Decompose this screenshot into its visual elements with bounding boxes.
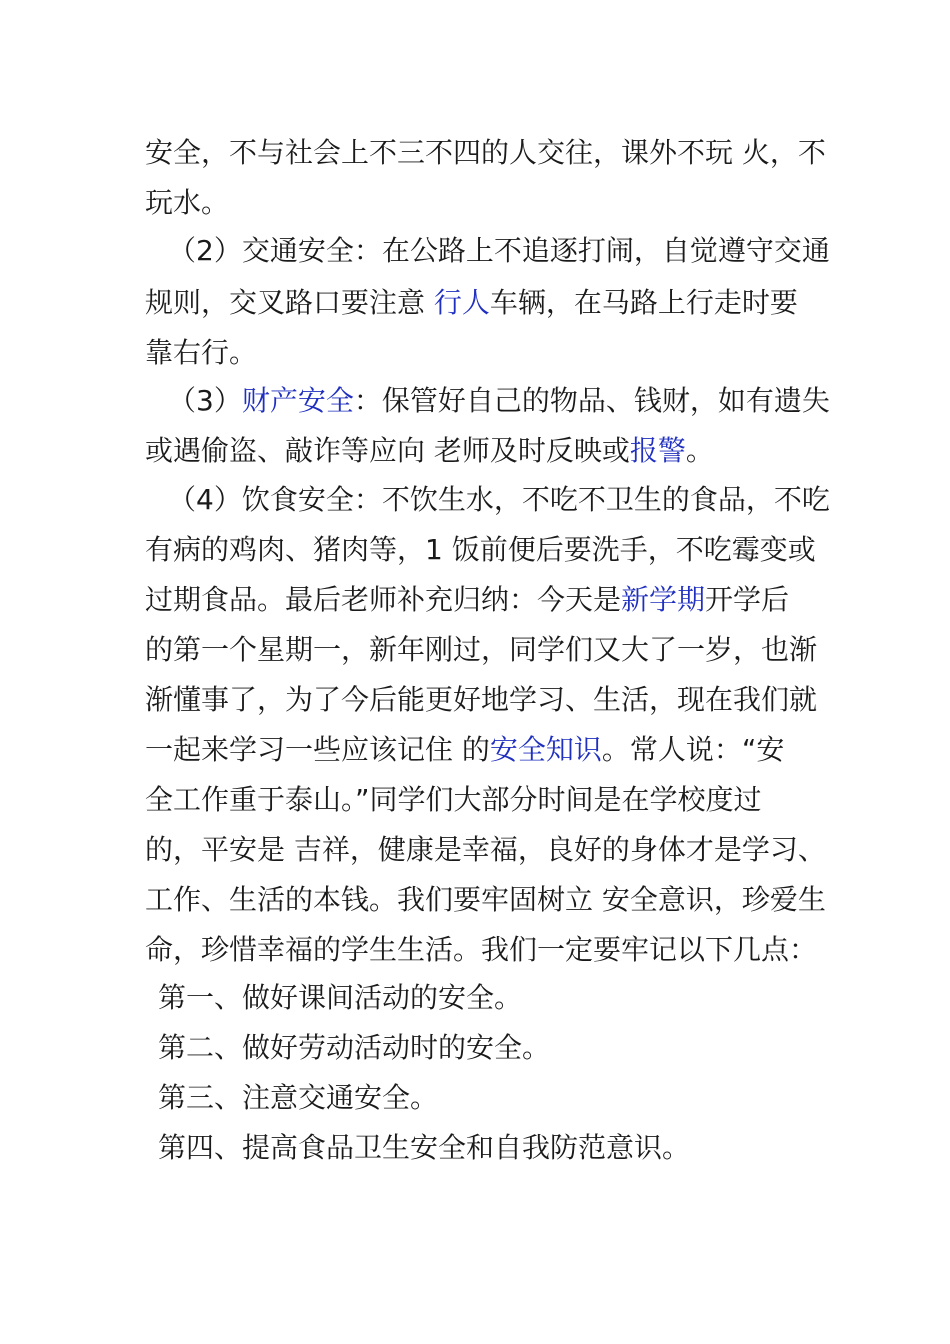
text-line bbox=[168, 383, 830, 419]
link-new-semester[interactable]: 新学期 bbox=[621, 583, 706, 616]
text-run: 渐懂事了，为了今后能更好地学习、生活，现在我们就 bbox=[145, 683, 818, 716]
text-line bbox=[168, 233, 830, 269]
text-run: 。常人说：“安 bbox=[601, 733, 785, 766]
text-line bbox=[145, 185, 229, 221]
text-run: ：保管好自己的物品、钱财，如有遗失 bbox=[353, 384, 830, 417]
text-run: 的第一个星期一，新年刚过，同学们又大了一岁，也渐 bbox=[145, 633, 818, 666]
text-line bbox=[145, 932, 817, 968]
text-line bbox=[145, 433, 714, 469]
text-run: 规则，交叉路口要注意 bbox=[145, 286, 434, 319]
text-run: （2）交通安全：在公路上不追逐打闹，自觉遵守交通 bbox=[168, 234, 830, 267]
link-pedestrian[interactable]: 行人 bbox=[433, 286, 490, 319]
text-line bbox=[145, 732, 784, 768]
text-line bbox=[145, 882, 826, 918]
text-run: （4）饮食安全：不饮生水，不吃不卫生的食品，不吃 bbox=[168, 483, 830, 516]
text-run: 有病的鸡肉、猪肉等，1 饭前便后要洗手，不吃霉变或 bbox=[145, 533, 816, 566]
text-line bbox=[145, 632, 817, 668]
text-run: 车辆，在马路上行走时要 bbox=[489, 286, 798, 319]
text-line bbox=[145, 832, 826, 868]
text-line bbox=[168, 482, 830, 518]
text-run: 安全，不与社会上不三不四的人交往，课外不玩 火，不 bbox=[145, 136, 826, 169]
text-run: 靠右行。 bbox=[145, 336, 258, 369]
list-item bbox=[158, 1130, 690, 1166]
list-item-text: 第二、做好劳动活动时的安全。 bbox=[158, 1031, 551, 1064]
text-line bbox=[145, 335, 257, 371]
text-line bbox=[145, 682, 817, 718]
text-line bbox=[145, 782, 762, 818]
text-run: 或遇偷盗、敲诈等应向 老师及时反映或 bbox=[145, 434, 630, 467]
list-item-text: 第四、提高食品卫生安全和自我防范意识。 bbox=[158, 1131, 691, 1164]
link-property-safety[interactable]: 财产安全 bbox=[241, 384, 354, 417]
text-line bbox=[145, 582, 789, 618]
text-line bbox=[145, 532, 816, 568]
text-line bbox=[145, 135, 826, 171]
link-report-police[interactable]: 报警 bbox=[629, 434, 686, 467]
list-item bbox=[158, 1080, 438, 1116]
text-run: 一起来学习一些应该记住 的 bbox=[145, 733, 490, 766]
text-line bbox=[145, 285, 798, 321]
text-run: 玩水。 bbox=[145, 186, 230, 219]
text-run: 。 bbox=[685, 434, 714, 467]
text-run: 工作、生活的本钱。我们要牢固树立 安全意识，珍爱生 bbox=[145, 883, 826, 916]
text-run: 开学后 bbox=[705, 583, 790, 616]
list-item-text: 第一、做好课间活动的安全。 bbox=[158, 981, 523, 1014]
list-item bbox=[158, 1030, 550, 1066]
text-run: 全工作重于泰山。”同学们大部分时间是在学校度过 bbox=[145, 783, 762, 816]
list-item bbox=[158, 980, 522, 1016]
text-run: 过期食品。最后老师补充归纳：今天是 bbox=[145, 583, 622, 616]
list-item-text: 第三、注意交通安全。 bbox=[158, 1081, 439, 1114]
text-run: 命，珍惜幸福的学生生活。我们一定要牢记以下几点： bbox=[145, 933, 818, 966]
text-run: （3） bbox=[168, 384, 242, 417]
link-safety-knowledge[interactable]: 安全知识 bbox=[489, 733, 602, 766]
text-run: 的，平安是 吉祥，健康是幸福，良好的身体才是学习、 bbox=[145, 833, 826, 866]
